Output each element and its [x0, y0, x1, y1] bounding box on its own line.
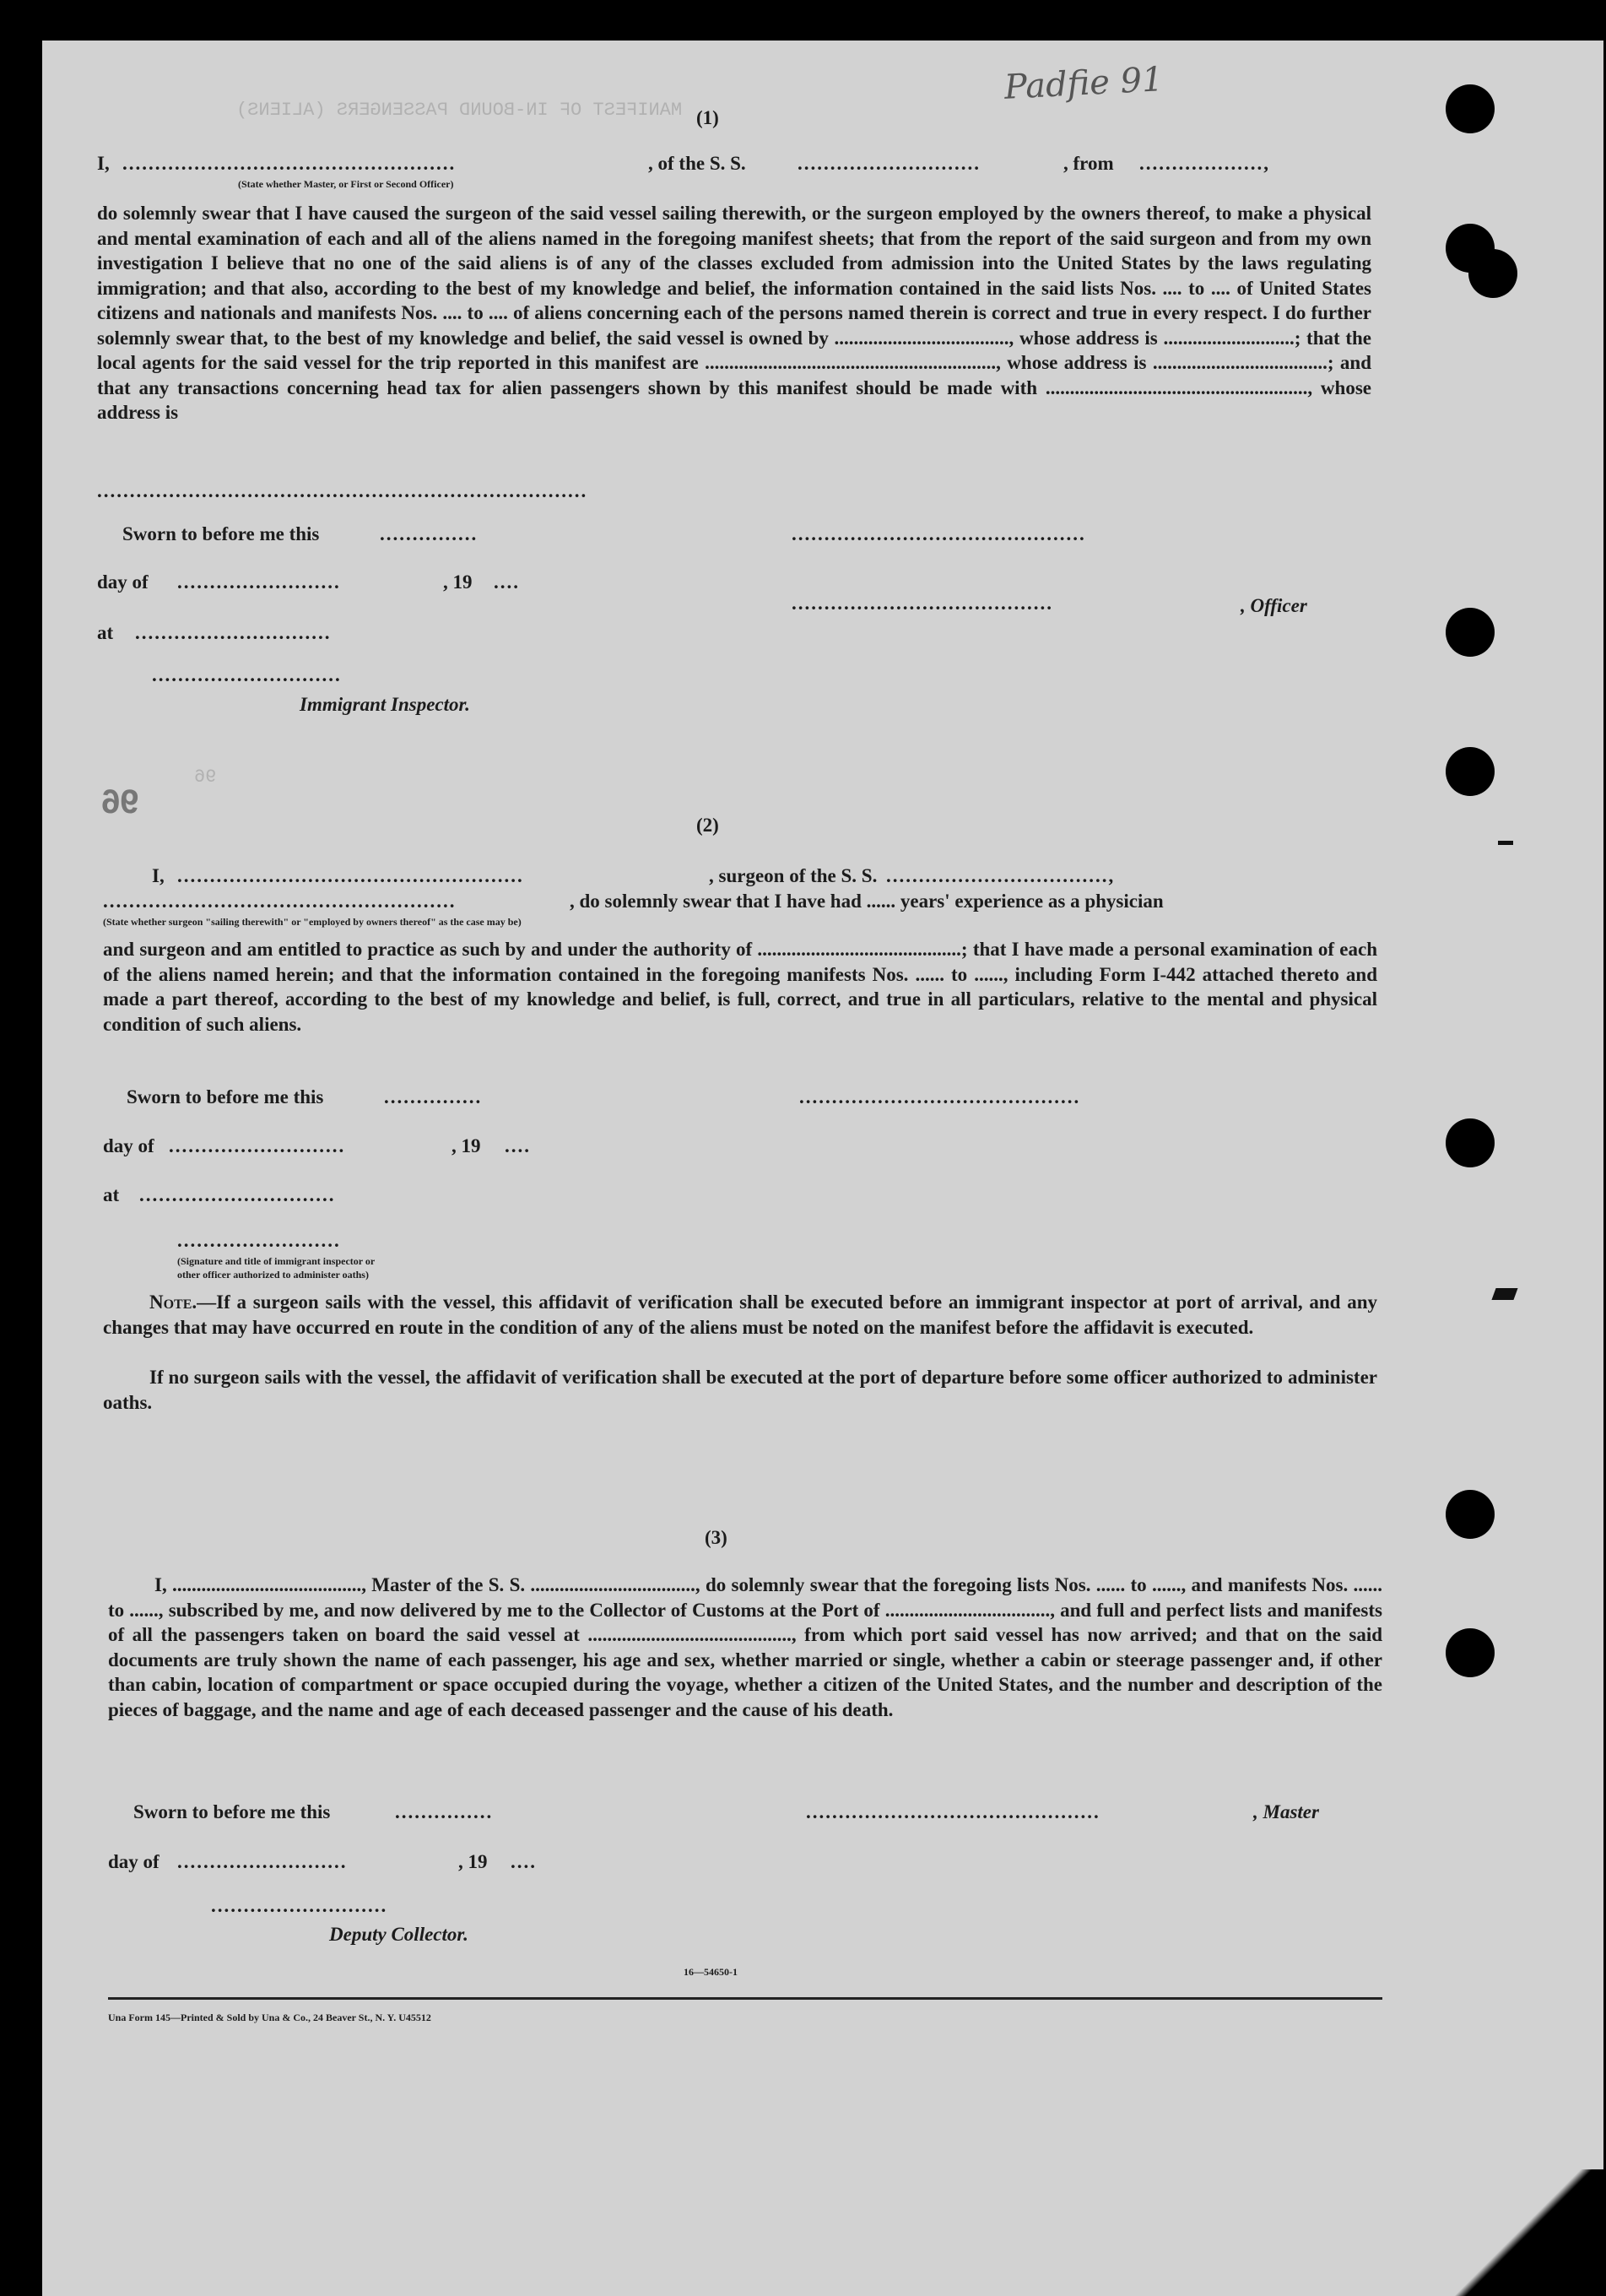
section-3-sworn: Sworn to before me this — [133, 1801, 331, 1822]
section-2-dots: .... — [505, 1135, 531, 1156]
section-1-at: at — [97, 622, 114, 643]
section-1-sworn: Sworn to before me this — [122, 523, 320, 544]
punch-hole — [1468, 249, 1517, 298]
section-1-officer-sig-line: ............................................. — [792, 523, 1086, 544]
bleed-through-text: 96 — [194, 766, 217, 788]
section-1-dots: .... — [494, 571, 520, 593]
section-2-dots: .............................. — [139, 1184, 336, 1205]
section-2-surgeon-caption: (State whether surgeon "sailing therewith" or "employed by owners thereof" as the case may be) — [103, 916, 522, 928]
section-1-inspector-label: Immigrant Inspector. — [300, 694, 470, 715]
section-2-number: (2) — [696, 815, 719, 836]
section-1-dots: .............................. — [135, 622, 332, 643]
section-1-dots: ................................................... — [122, 153, 457, 174]
section-2-note — [103, 1290, 1377, 1340]
section-3-body: I, ......................................., Master of the S. S. .................................., do solemnly swear that the foregoing lists Nos. ...... to ......, and manifests Nos. ...... to ......, subscribed by me, and now delivered by me to the Collector of Customs at the Port of .................................., and full and perfect lists and manifests of all the passengers taken on board the said vessel at .........................................., from which port said vessel has now arrived; and that on the said documents are truly shown the name of each passenger, his age and sex, whether married or single, whether a cabin or steerage passenger and, if other than cabin, location of compartment or space occupied during the voyage, whether a citizen of the United States, and the number and description of the pieces of baggage, and the name and age of each deceased passenger and the cause of his death. — [108, 1574, 1382, 1720]
section-3-year: , 19 — [458, 1851, 488, 1872]
section-1-year: , 19 — [443, 571, 473, 593]
section-3-collector-label: Deputy Collector. — [329, 1924, 468, 1945]
section-1-line1-mid: , of the S. S. — [648, 153, 746, 174]
bleed-through-text: MANIFEST OF IN-BOUND PASSENGERS (ALIENS) — [236, 100, 683, 121]
section-2-dots: ..................................................... — [177, 865, 524, 886]
section-2-dots: .................................., — [886, 865, 1116, 886]
section-2-line1-start: I, — [152, 865, 165, 886]
stamp-number: 96 — [101, 783, 139, 820]
section-2-line2: , do solemnly swear that I have had ...... years' experience as a physician — [570, 891, 1164, 912]
form-code: 16—54650-1 — [684, 1966, 738, 1978]
ink-mark — [1491, 1288, 1517, 1300]
punch-hole — [1446, 1490, 1495, 1539]
section-2-year: , 19 — [452, 1135, 481, 1156]
section-2-dots: ............... — [384, 1086, 483, 1107]
punch-hole — [1446, 608, 1495, 657]
footer-printer-line: Una Form 145—Printed & Sold by Una & Co., 24 Beaver St., N. Y. U45512 — [108, 2012, 431, 2023]
section-1-dots: ............................ — [798, 153, 981, 174]
section-2-body: and surgeon and am entitled to practice as such by and under the authority of ..........................................; that I have made a personal examination of each of the aliens named herein; and that the information contained in the foregoing manifests Nos. ...... to ......, including Form I-442 attached thereto and made a part thereof, according to the best of my knowledge and belief, is full, correct, and true in all particulars, relative to the mental and physical condition of such aliens. — [103, 939, 1377, 1035]
section-2-dots: ...................................................... — [103, 891, 457, 912]
section-1-dots: ........................................ — [792, 593, 1053, 614]
section-2-signature-caption: other officer authorized to administer oaths) — [177, 1269, 369, 1281]
section-3-master-sig-line: ............................................. — [806, 1801, 1100, 1822]
punch-hole — [1446, 747, 1495, 796]
section-2-sig-line: ........................................... — [799, 1086, 1081, 1107]
section-1-day-of: day of — [97, 571, 149, 593]
section-1-line1-start: I, — [97, 153, 110, 174]
punch-hole — [1446, 1628, 1495, 1677]
section-2-sworn: Sworn to before me this — [127, 1086, 324, 1107]
section-1-dots: ........................................................................... — [97, 480, 588, 501]
document-page — [42, 41, 1603, 2296]
section-2-dots: ......................... — [177, 1230, 341, 1251]
footer-rule — [108, 1997, 1382, 2000]
note-label: Note. — [149, 1292, 197, 1313]
section-2-at: at — [103, 1184, 120, 1205]
section-3-dots: .......................... — [177, 1851, 348, 1872]
ink-mark — [1498, 841, 1513, 845]
handwritten-note: Padfie 91 — [1003, 60, 1165, 107]
section-1-officer-caption: (State whether Master, or First or Second Officer) — [238, 178, 454, 190]
section-2-note-2: If no surgeon sails with the vessel, the affidavit of verification shall be executed at the port of departure before some officer authorized to administer oaths. — [103, 1367, 1377, 1413]
section-3-dots: .... — [511, 1851, 537, 1872]
section-1-line1-end: , from — [1063, 153, 1114, 174]
section-1-dots: ............... — [380, 523, 479, 544]
section-3-dots: ........................... — [211, 1895, 388, 1916]
section-3-day-of: day of — [108, 1851, 160, 1872]
section-3-master-label: , Master — [1253, 1801, 1319, 1822]
note-body: —If a surgeon sails with the vessel, this affidavit of verification shall be executed before an immigrant inspector at port of arrival, and any changes that may have occurred en route in the condition of any of the aliens must be noted on the manifest before the affidavit is executed. — [103, 1292, 1377, 1338]
section-1-dots: ..................., — [1139, 153, 1270, 174]
section-2-dots: ........................... — [169, 1135, 346, 1156]
section-1-officer-label: , Officer — [1241, 595, 1307, 616]
section-1-dots: ............................. — [152, 664, 342, 685]
section-1-dots: ......................... — [177, 571, 341, 593]
punch-hole — [1446, 84, 1495, 133]
section-2-day-of: day of — [103, 1135, 154, 1156]
section-2-signature-caption: (Signature and title of immigrant inspector or — [177, 1255, 376, 1267]
section-3-dots: ............... — [395, 1801, 494, 1822]
section-1-body: do solemnly swear that I have caused the surgeon of the said vessel sailing therewith, or the surgeon employed by the owners thereof, to make a physical and mental examination of each and all of the aliens named in the foregoing manifest sheets; that from the report of the said surgeon and from my own investigation I believe that no one of the said aliens is of any of the classes excluded from admission into the United States by the laws regulating immigration; and that also, according to the best of my knowledge and belief, the information contained in the said lists Nos. .... to .... of United States citizens and nationals and manifests Nos. .... to .... of aliens concerning each of the persons named therein is correct and true in every respect. I do further solemnly swear that, to the best of my knowledge and belief, the said vessel is owned by ...................................., whose address is ...........................; that the local agents for the said vessel for the trip reported in this manifest are ............................................................, whose address is ....................................; and that any transactions concerning head tax for alien passengers shown by this manifest should be made with ......................................................, whose address is — [97, 203, 1371, 423]
section-2-line1-mid: , surgeon of the S. S. — [709, 865, 878, 886]
punch-hole — [1446, 1118, 1495, 1167]
section-1-number: (1) — [696, 107, 719, 128]
section-3-number: (3) — [705, 1527, 727, 1548]
